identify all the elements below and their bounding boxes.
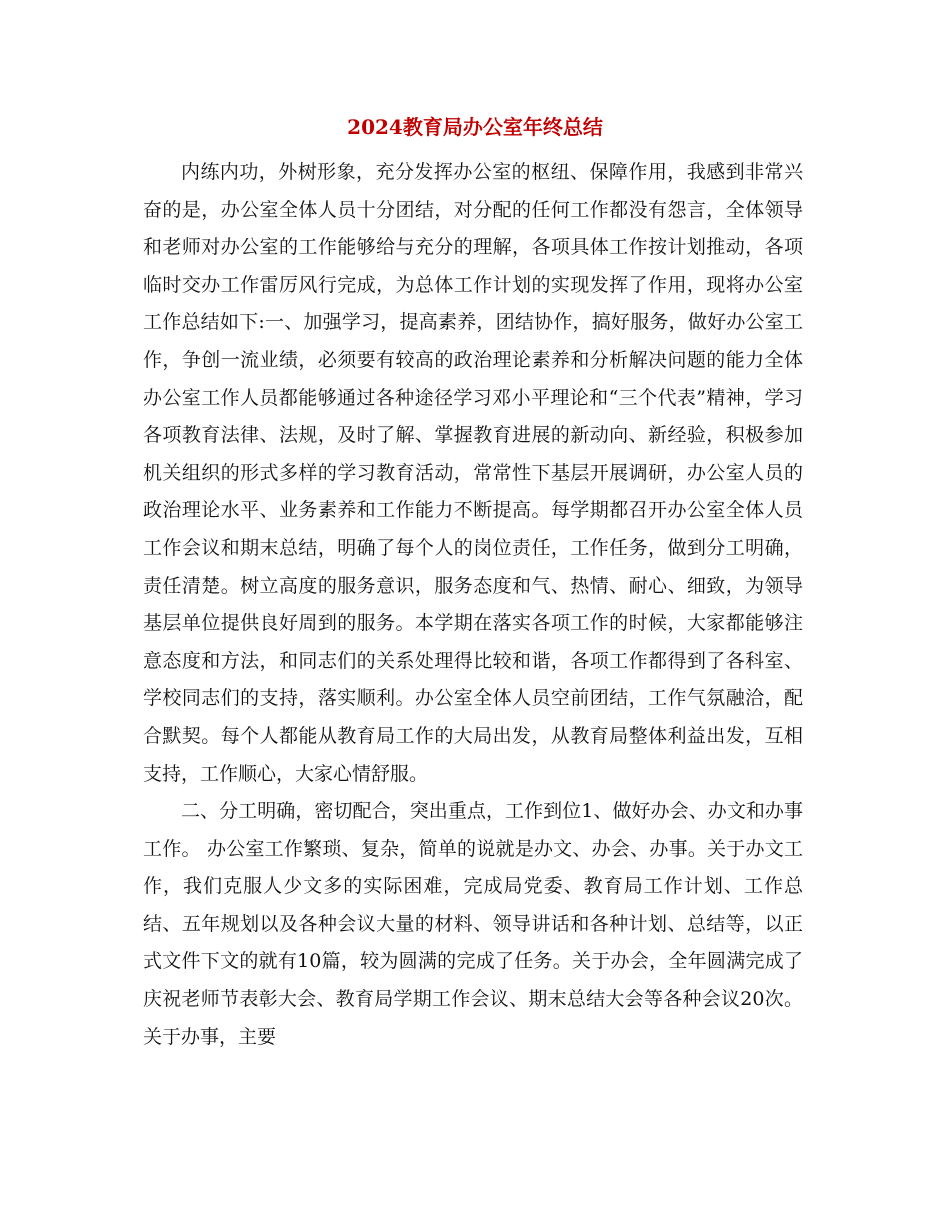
document-title: 2024教育局办公室年终总结 bbox=[347, 115, 603, 139]
document-body bbox=[143, 154, 803, 1056]
paragraph-2: 二、分工明确，密切配合，突出重点，工作到位1、做好办会、办文和办事工作。 办公室工作繁琐、复杂，简单的说就是办文、办会、办事。关于办文工作，我们克服人少文多的实际困难，完成局党委、教育局工作计划、工作总结、五年规划以及各种会议大量的材料、领导讲话和各种计划、总结等，以正式文件下文的就有10篇，较为圆满的完成了任务。关于办会，全年圆满完成了庆祝老师节表彰大会、教育局学期工作会议、期末总结大会等各种会议20次。关于办事，主要 bbox=[143, 800, 803, 1048]
paragraph-1: 内练内功，外树形象，充分发挥办公室的枢纽、保障作用，我感到非常兴奋的是，办公室全体人员十分团结，对分配的任何工作都没有怨言，全体领导和老师对办公室的工作能够给与充分的理解，各项具体工作按计划推动，各项临时交办工作雷厉风行完成，为总体工作计划的实现发挥了作用，现将办公室工作总结如下:一、加强学习，提高素养，团结协作，搞好服务，做好办公室工作，争创一流业绩，必须要有较高的政治理论素养和分析解决问题的能力全体办公室工作人员都能够通过各种途径学习邓小平理论和“三个代表”精神，学习各项教育法律、法规，及时了解、掌握教育进展的新动向、新经验，积极参加机关组织的形式多样的学习教育活动，常常性下基层开展调研，办公室人员的政治理论水平、业务素养和工作能力不断提高。每学期都召开办公室全体人员工作会议和期末总结，明确了每个人的岗位责任，工作任务，做到分工明确，责任清楚。树立高度的服务意识，服务态度和气、热情、耐心、细致，为领导基层单位提供良好周到的服务。本学期在落实各项工作的时候，大家都能够注意态度和方法，和同志们的关系处理得比较和谐，各项工作都得到了各科室、学校同志们的支持，落实顺利。办公室全体人员空前团结，工作气氛融洽，配合默契。每个人都能从教育局工作的大局出发，从教育局整体利益出发，互相支持，工作顺心，大家心情舒服。 bbox=[143, 161, 803, 785]
